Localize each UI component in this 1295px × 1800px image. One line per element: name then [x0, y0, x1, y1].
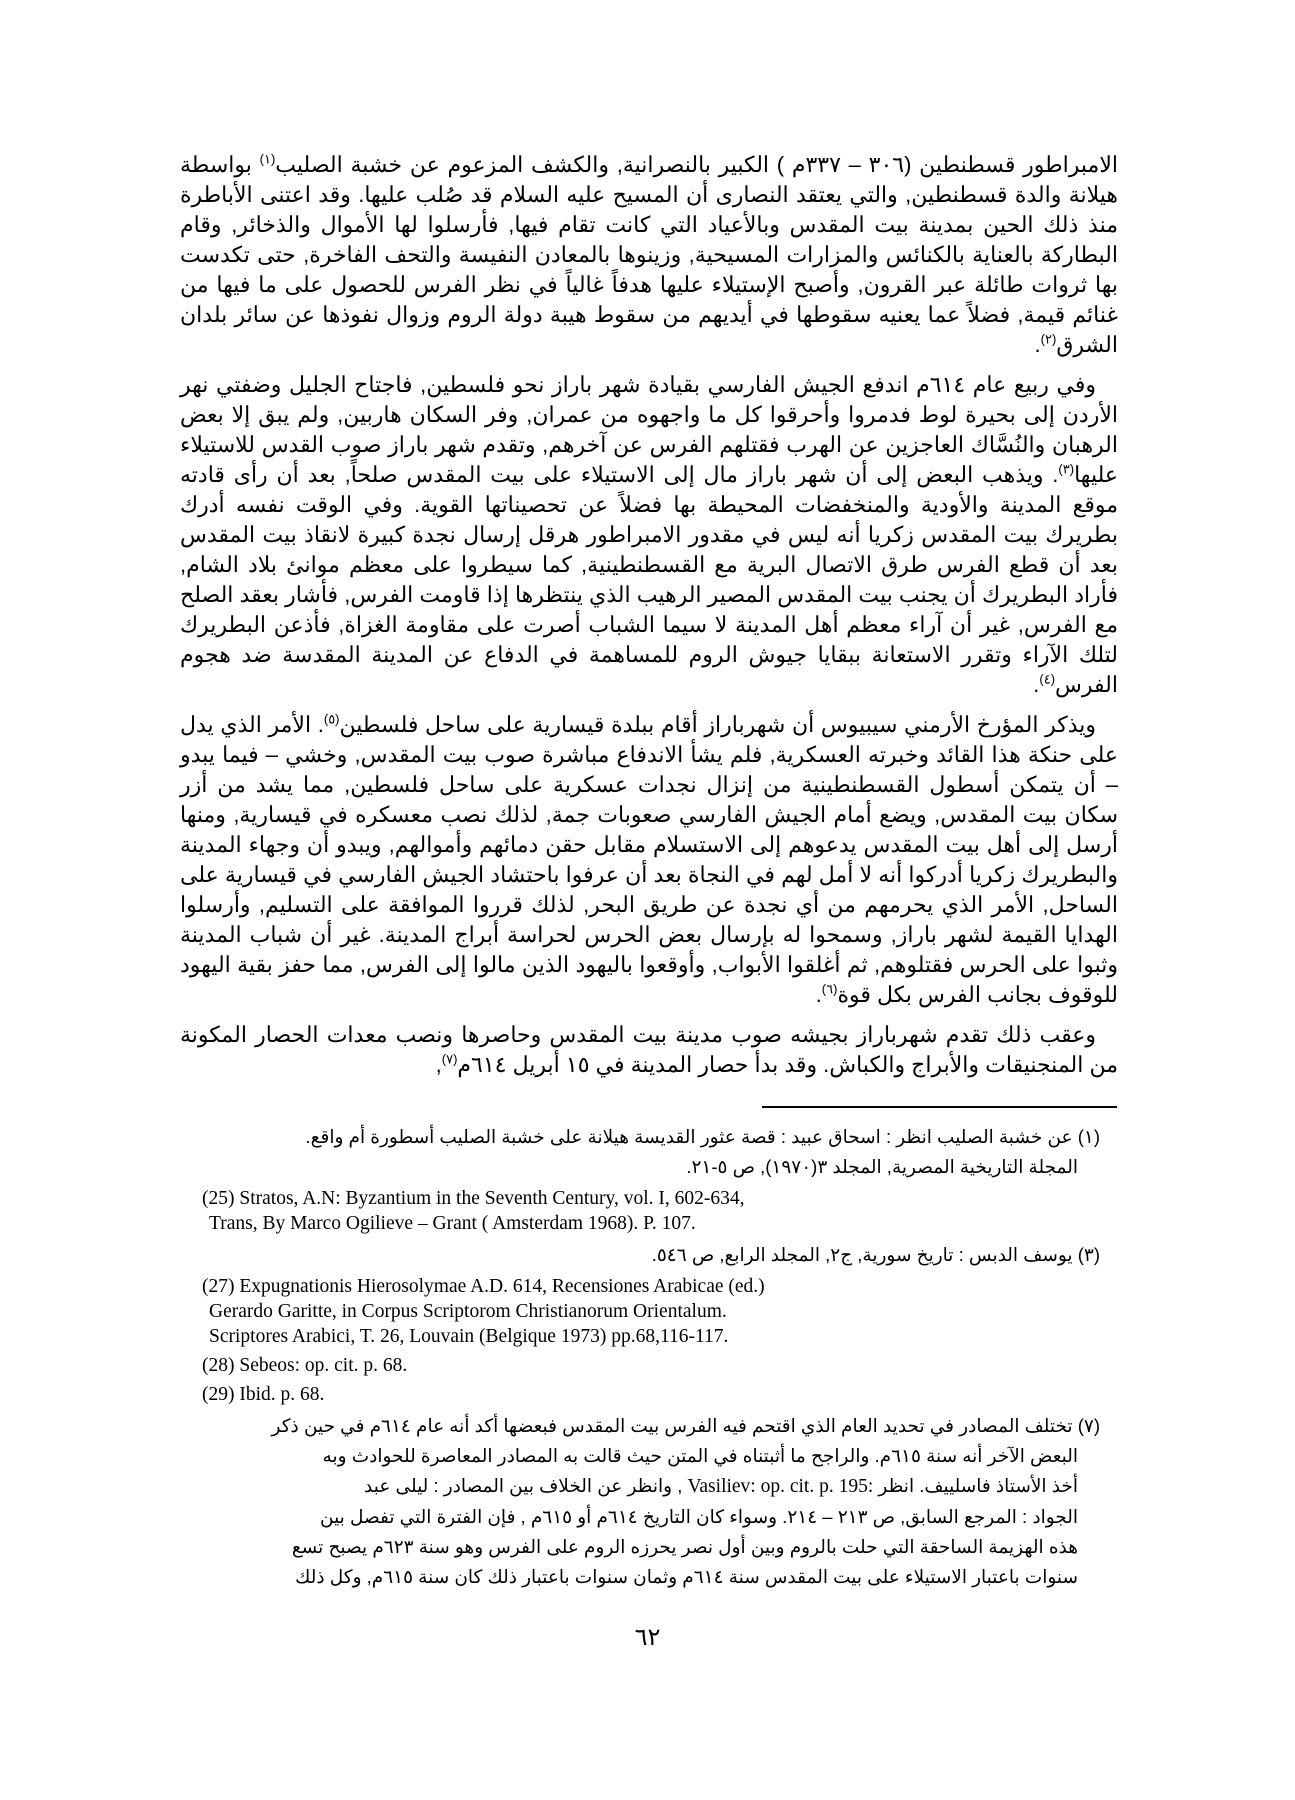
footnote-label: (١)	[1077, 1126, 1100, 1147]
footnote-ref-5[interactable]: (٥)	[323, 711, 340, 727]
footnote-27	[180, 1274, 1100, 1349]
footnote-label: (٧)	[1077, 1415, 1100, 1436]
paragraph-1	[180, 150, 1118, 360]
paragraph-4	[180, 1020, 1118, 1080]
footnote-text: أخذ الأستاذ فاسلييف. انظر	[873, 1475, 1078, 1496]
footnote-text: (29) Ibid. p. 68.	[202, 1384, 325, 1405]
paragraph-text: الامبراطور قسطنطين (٣٠٦ – ٣٣٧م ) الكبير بالنصرانية, والكشف المزعوم عن خشبة الصليب	[275, 152, 1118, 177]
footnote-text: عن خشبة الصليب انظر : اسحاق عبيد : قصة عثور القديسة هيلانة على خشبة الصليب أسطورة أم واقع.	[305, 1126, 1073, 1147]
punctuation: .	[1034, 332, 1041, 357]
footnote-text: Scriptores Arabici, T. 26, Louvain (Belgique 1973) pp.68,116-117.	[209, 1326, 729, 1347]
paragraph-text: . الأمر الذي يدل على حنكة هذا القائد وخبرته العسكرية, فلم يشأ الاندفاع مباشرة صوب بيت المقدس, وخشي – فيما يبدو – أن يتمكن أسطول القسطنطينية من إنزال نجدات عسكرية على ساحل فلسطين, مما يشد من أزر سكان بيت المقدس, ويضع أمام الجيش الفارسي صعوبات جمة, لذلك نصب معسكره في قيسارية, ومنها أرسل إلى أهل بيت المقدس يدعوهم إلى الاستسلام مقابل حقن دمائهم وأموالهم, ويبدو أن وجهاء المدينة والبطريرك زكريا أدركوا أنه لا أمل لهم في النجاة بعد أن عرفوا باحتشاد الجيش الفارسي في قيسارية على الساحل, الأمر الذي يحرمهم من أي نجدة عن طريق البحر, لذلك قرروا الموافقة على التسليم, وأرسلوا الهدايا القيمة لشهر باراز, وسمحوا له بإرسال بعض الحرس لحراسة أبراج المدينة. غير أن شباب المدينة وثبوا على الحرس فقتلوهم, ثم أغلقوا الأبواب, وأوقعوا باليهود الذين مالوا إلى الفرس, مما حفز بقية اليهود للوقوف بجانب الفرس بكل قوة	[180, 712, 1119, 1007]
footnote-ref-2[interactable]: (٢)	[1040, 331, 1057, 347]
paragraph-2	[180, 370, 1118, 700]
paragraph-text: . ويذهب البعض إلى أن شهر باراز مال إلى الاستيلاء على بيت المقدس صلحاً, بعد أن رأى قادته موقع المدينة والأودية والمنخفضات المحيطة بها فضلاً عن تحصيناتها القوية. وفي الوقت نفسه أدرك بطريرك بيت المقدس زكريا أنه ليس في مقدور الامبراطور هرقل إرسال نجدة كبيرة لانقاذ بيت المقدس بعد أن قطع الفرس طرق الاتصال البرية مع القسطنطينية, كما سيطروا على معظم موانئ بلاد الشام, فأراد البطريرك أن يجنب بيت المقدس المصير الرهيب الذي ينتظرها إذا قاومت الفرس, فأشار بعقد الصلح مع الفرس, غير أن آراء معظم أهل المدينة لا سيما الشباب أصرت على مقاومة الغزاة, فأذعن البطريرك لتلك الآراء وتقرر الاستعانة ببقايا جيوش الروم للمساهمة في الدفاع عن المدينة المقدسة ضد هجوم الفرس	[180, 462, 1119, 697]
paragraph-text: وعقب ذلك تقدم شهرباراز بجيشه صوب مدينة بيت المقدس وحاصرها ونصب معدات الحصار المكونة من المنجنيقات والأبراج والكباش. وقد بدأ حصار المدينة في ١٥ أبريل ٦١٤م	[180, 1022, 1118, 1077]
footnote-text: (28) Sebeos: op. cit. p. 68.	[202, 1355, 408, 1376]
footnote-text: هذه الهزيمة الساحقة التي حلت بالروم وبين أول نصر يحرزه الروم على الفرس وهو سنة ٦٢٣م يصبح تسع	[291, 1536, 1078, 1557]
footnote-text: المجلة التاريخية المصرية, المجلد ٣(١٩٧٠), ص ٥-٢١.	[686, 1156, 1078, 1177]
punctuation: ,	[435, 1052, 442, 1077]
paragraph-3	[180, 710, 1118, 1010]
paragraph-text: ويذكر المؤرخ الأرمني سيبيوس أن شهرباراز أقام ببلدة قيسارية على ساحل فلسطين	[339, 712, 1096, 737]
footnote-28	[180, 1353, 1100, 1378]
footnote-separator	[762, 1106, 1117, 1108]
footnote-latin-citation: Vasiliev: op. cit. p. 195:	[687, 1476, 874, 1497]
footnote-ref-7[interactable]: (٧)	[441, 1051, 458, 1067]
paragraph-text: بواسطة هيلانة والدة قسطنطين, والتي يعتقد النصارى أن المسيح عليه السلام قد صُلب عليها. وقد اعتنى الأباطرة منذ ذلك الحين بمدينة بيت المقدس وبالأعياد التي كانت تقام فيها, فأرسلوا لها الأموال والذخائر, وقام البطاركة بالعناية بالكنائس والمزارات المسيحية, وزينوها بالمعادن النفيسة والتحف الفاخرة, حتى تكدست بها ثروات طائلة عبر القرون, وأصبح الإستيلاء عليها هدفاً غالياً في نظر الفرس للحصول على ما فيها من غنائم قيمة, فضلاً عما يعنيه سقوطها في أيديهم من سقوط هيبة دولة الروم وزوال نفوذها عن سائر بلدان الشرق	[180, 152, 1118, 357]
footnote-ref-4[interactable]: (٤)	[1039, 671, 1056, 687]
footnote-text: الجواد : المرجع السابق, ص ٢١٣ – ٢١٤. وسواء كان التاريخ ٦١٤م أو ٦١٥م , فإن الفترة التي تفصل بين	[320, 1506, 1078, 1527]
footnote-text: يوسف الدبس : تاريخ سورية, ج٢, المجلد الرابع, ص ٥٤٦.	[651, 1244, 1073, 1265]
footnote-text: تختلف المصادر في تحديد العام الذي اقتحم فيه الفرس بيت المقدس فبعضها أكد أنه عام ٦١٤م في حين ذكر	[271, 1415, 1073, 1436]
footnote-text: Trans, By Marco Ogilieve – Grant ( Amsterdam 1968). P. 107.	[209, 1213, 696, 1234]
footnote-text: Gerardo Garitte, in Corpus Scriptorom Christianorum Orientalum.	[209, 1301, 727, 1322]
page-number: ٦٢	[634, 1625, 661, 1651]
paragraph-text: وفي ربيع عام ٦١٤م اندفع الجيش الفارسي بقيادة شهر باراز نحو فلسطين, فاجتاح الجليل وضفتي نهر الأردن إلى بحيرة لوط فدمروا وأحرقوا كل ما واجهوه من عمران, وفر السكان هاربين, ولم يبق إلا بعض الرهبان والنُسَّاك العاجزين عن الهرب فقتلهم الفرس عن آخرهم, وتقدم شهر باراز صوب القدس للاستيلاء عليها	[180, 372, 1118, 487]
footnote-ref-3[interactable]: (٣)	[1058, 461, 1075, 477]
footnote-text-line	[180, 1471, 1100, 1502]
punctuation: .	[1033, 672, 1040, 697]
footnote-25	[180, 1186, 1100, 1236]
footnote-ref-1[interactable]: (١)	[259, 151, 276, 167]
footnote-text: , وانظر عن الخلاف بين المصادر : ليلى عبد	[364, 1475, 688, 1496]
footnote-29	[180, 1382, 1100, 1407]
footnote-text: سنوات باعتبار الاستيلاء على بيت المقدس سنة ٦١٤م وثمان سنوات باعتبار ذلك كان سنة ٦١٥م, وكل ذلك	[295, 1566, 1078, 1587]
footnote-7	[180, 1411, 1100, 1592]
footnote-text: البعض الآخر أنه سنة ٦١٥م. والراجح ما أثبتناه في المتن حيث قالت به المصادر المعاصرة للحوادث وبه	[322, 1445, 1078, 1466]
main-text	[180, 150, 1118, 1080]
footnote-ref-6[interactable]: (٦)	[821, 981, 838, 997]
punctuation: .	[815, 982, 822, 1007]
footnote-text: (25) Stratos, A.N: Byzantium in the Seventh Century, vol. I, 602-634,	[202, 1188, 745, 1209]
footnotes	[180, 1122, 1100, 1592]
footnote-label: (٣)	[1077, 1244, 1100, 1265]
footnote-3	[180, 1240, 1100, 1270]
footnote-1	[180, 1122, 1100, 1182]
footnote-text: (27) Expugnationis Hierosolymae A.D. 614, Recensiones Arabicae (ed.)	[202, 1276, 765, 1297]
